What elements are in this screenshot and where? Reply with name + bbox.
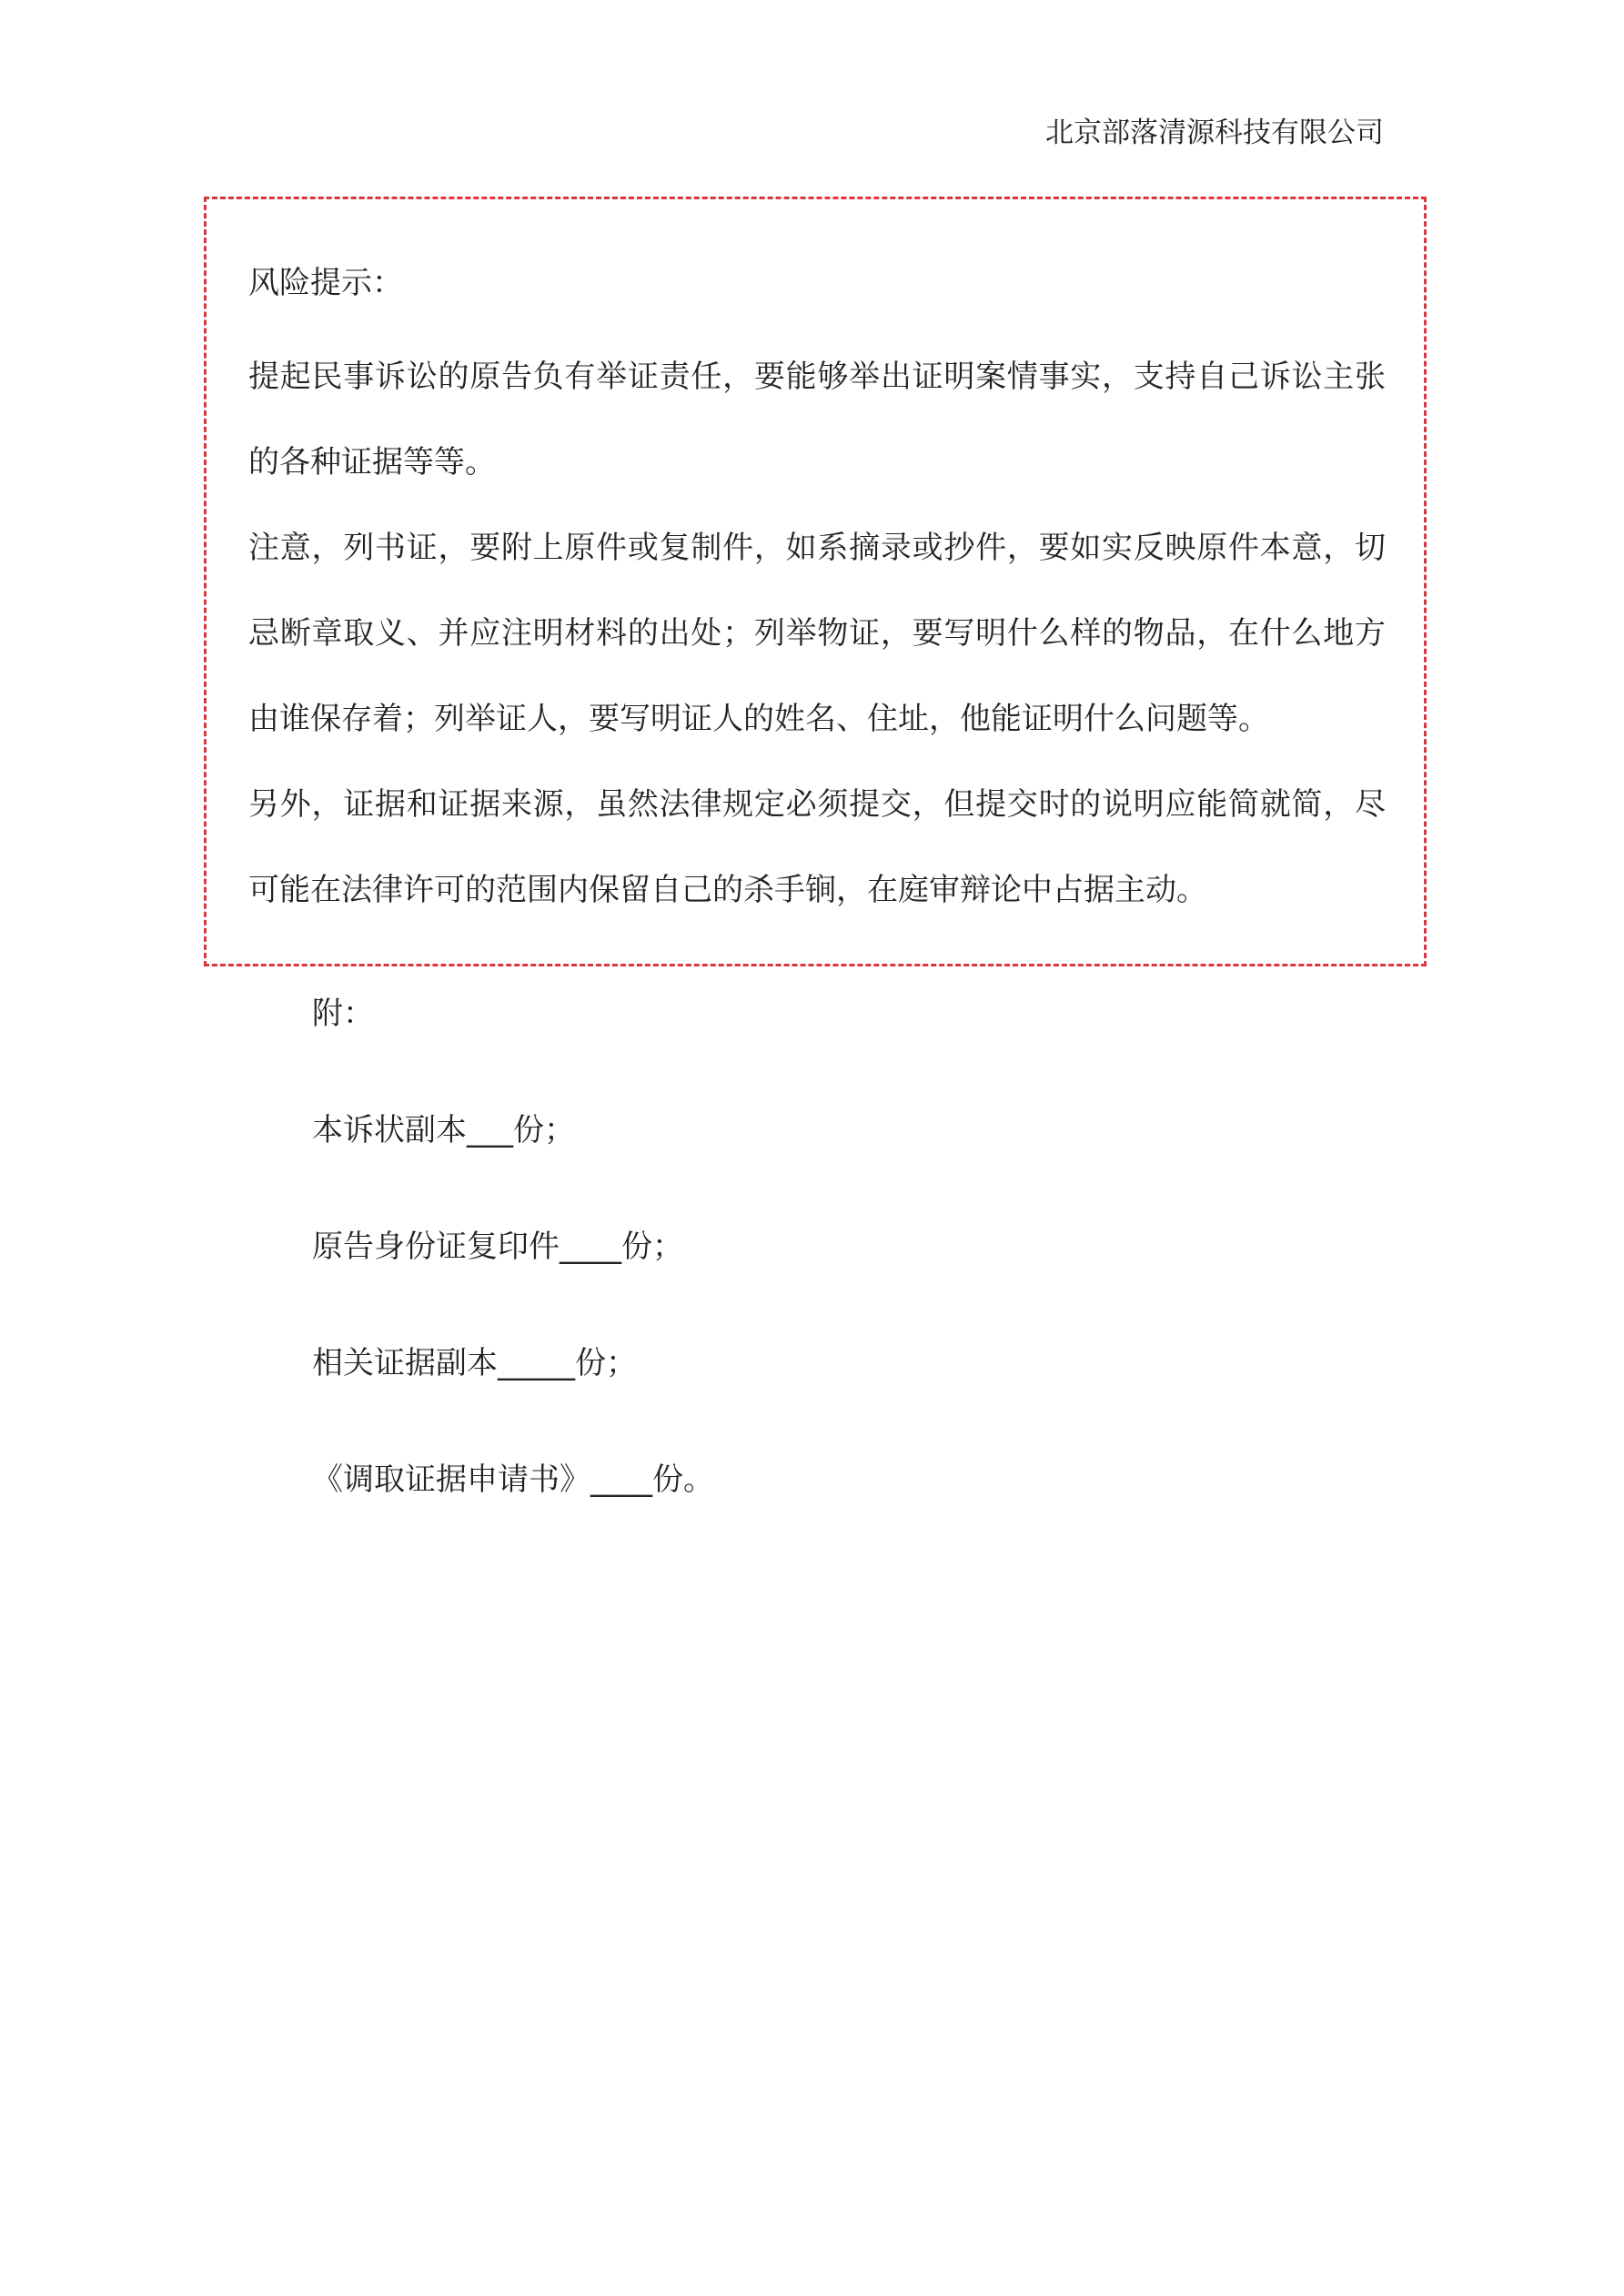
attachment-item: 相关证据副本_____份； xyxy=(312,1345,637,1381)
risk-notice-box xyxy=(204,197,1427,966)
attachments-list xyxy=(312,1110,714,1576)
company-name: 北京部落清源科技有限公司 xyxy=(1045,116,1384,149)
attachment-item: 《调取证据申请书》____份。 xyxy=(312,1462,714,1498)
risk-paragraph-burden-of-proof: 提起民事诉讼的原告负有举证责任，要能够举出证明案情事实，支持自己诉讼主张的各种证据等等。 xyxy=(248,359,1386,480)
attachment-item: 原告身份证复印件____份； xyxy=(312,1229,683,1265)
risk-paragraph-evidence-strategy: 另外，证据和证据来源，虽然法律规定必须提交，但提交时的说明应能简就简，尽可能在法律许可的范围内保留自己的杀手锏，在庭审辩论中占据主动。 xyxy=(248,786,1386,908)
attachments-label: 附： xyxy=(312,996,374,1032)
risk-paragraph-evidence-listing: 注意，列书证，要附上原件或复制件，如系摘录或抄件，要如实反映原件本意，切忌断章取义、并应注明材料的出处；列举物证，要写明什么样的物品，在什么地方由谁保存着；列举证人，要写明证人的姓名、住址，他能证明什么问题等。 xyxy=(248,530,1386,737)
attachment-item: 本诉状副本___份； xyxy=(312,1112,575,1148)
risk-notice-title: 风险提示： xyxy=(248,265,403,301)
